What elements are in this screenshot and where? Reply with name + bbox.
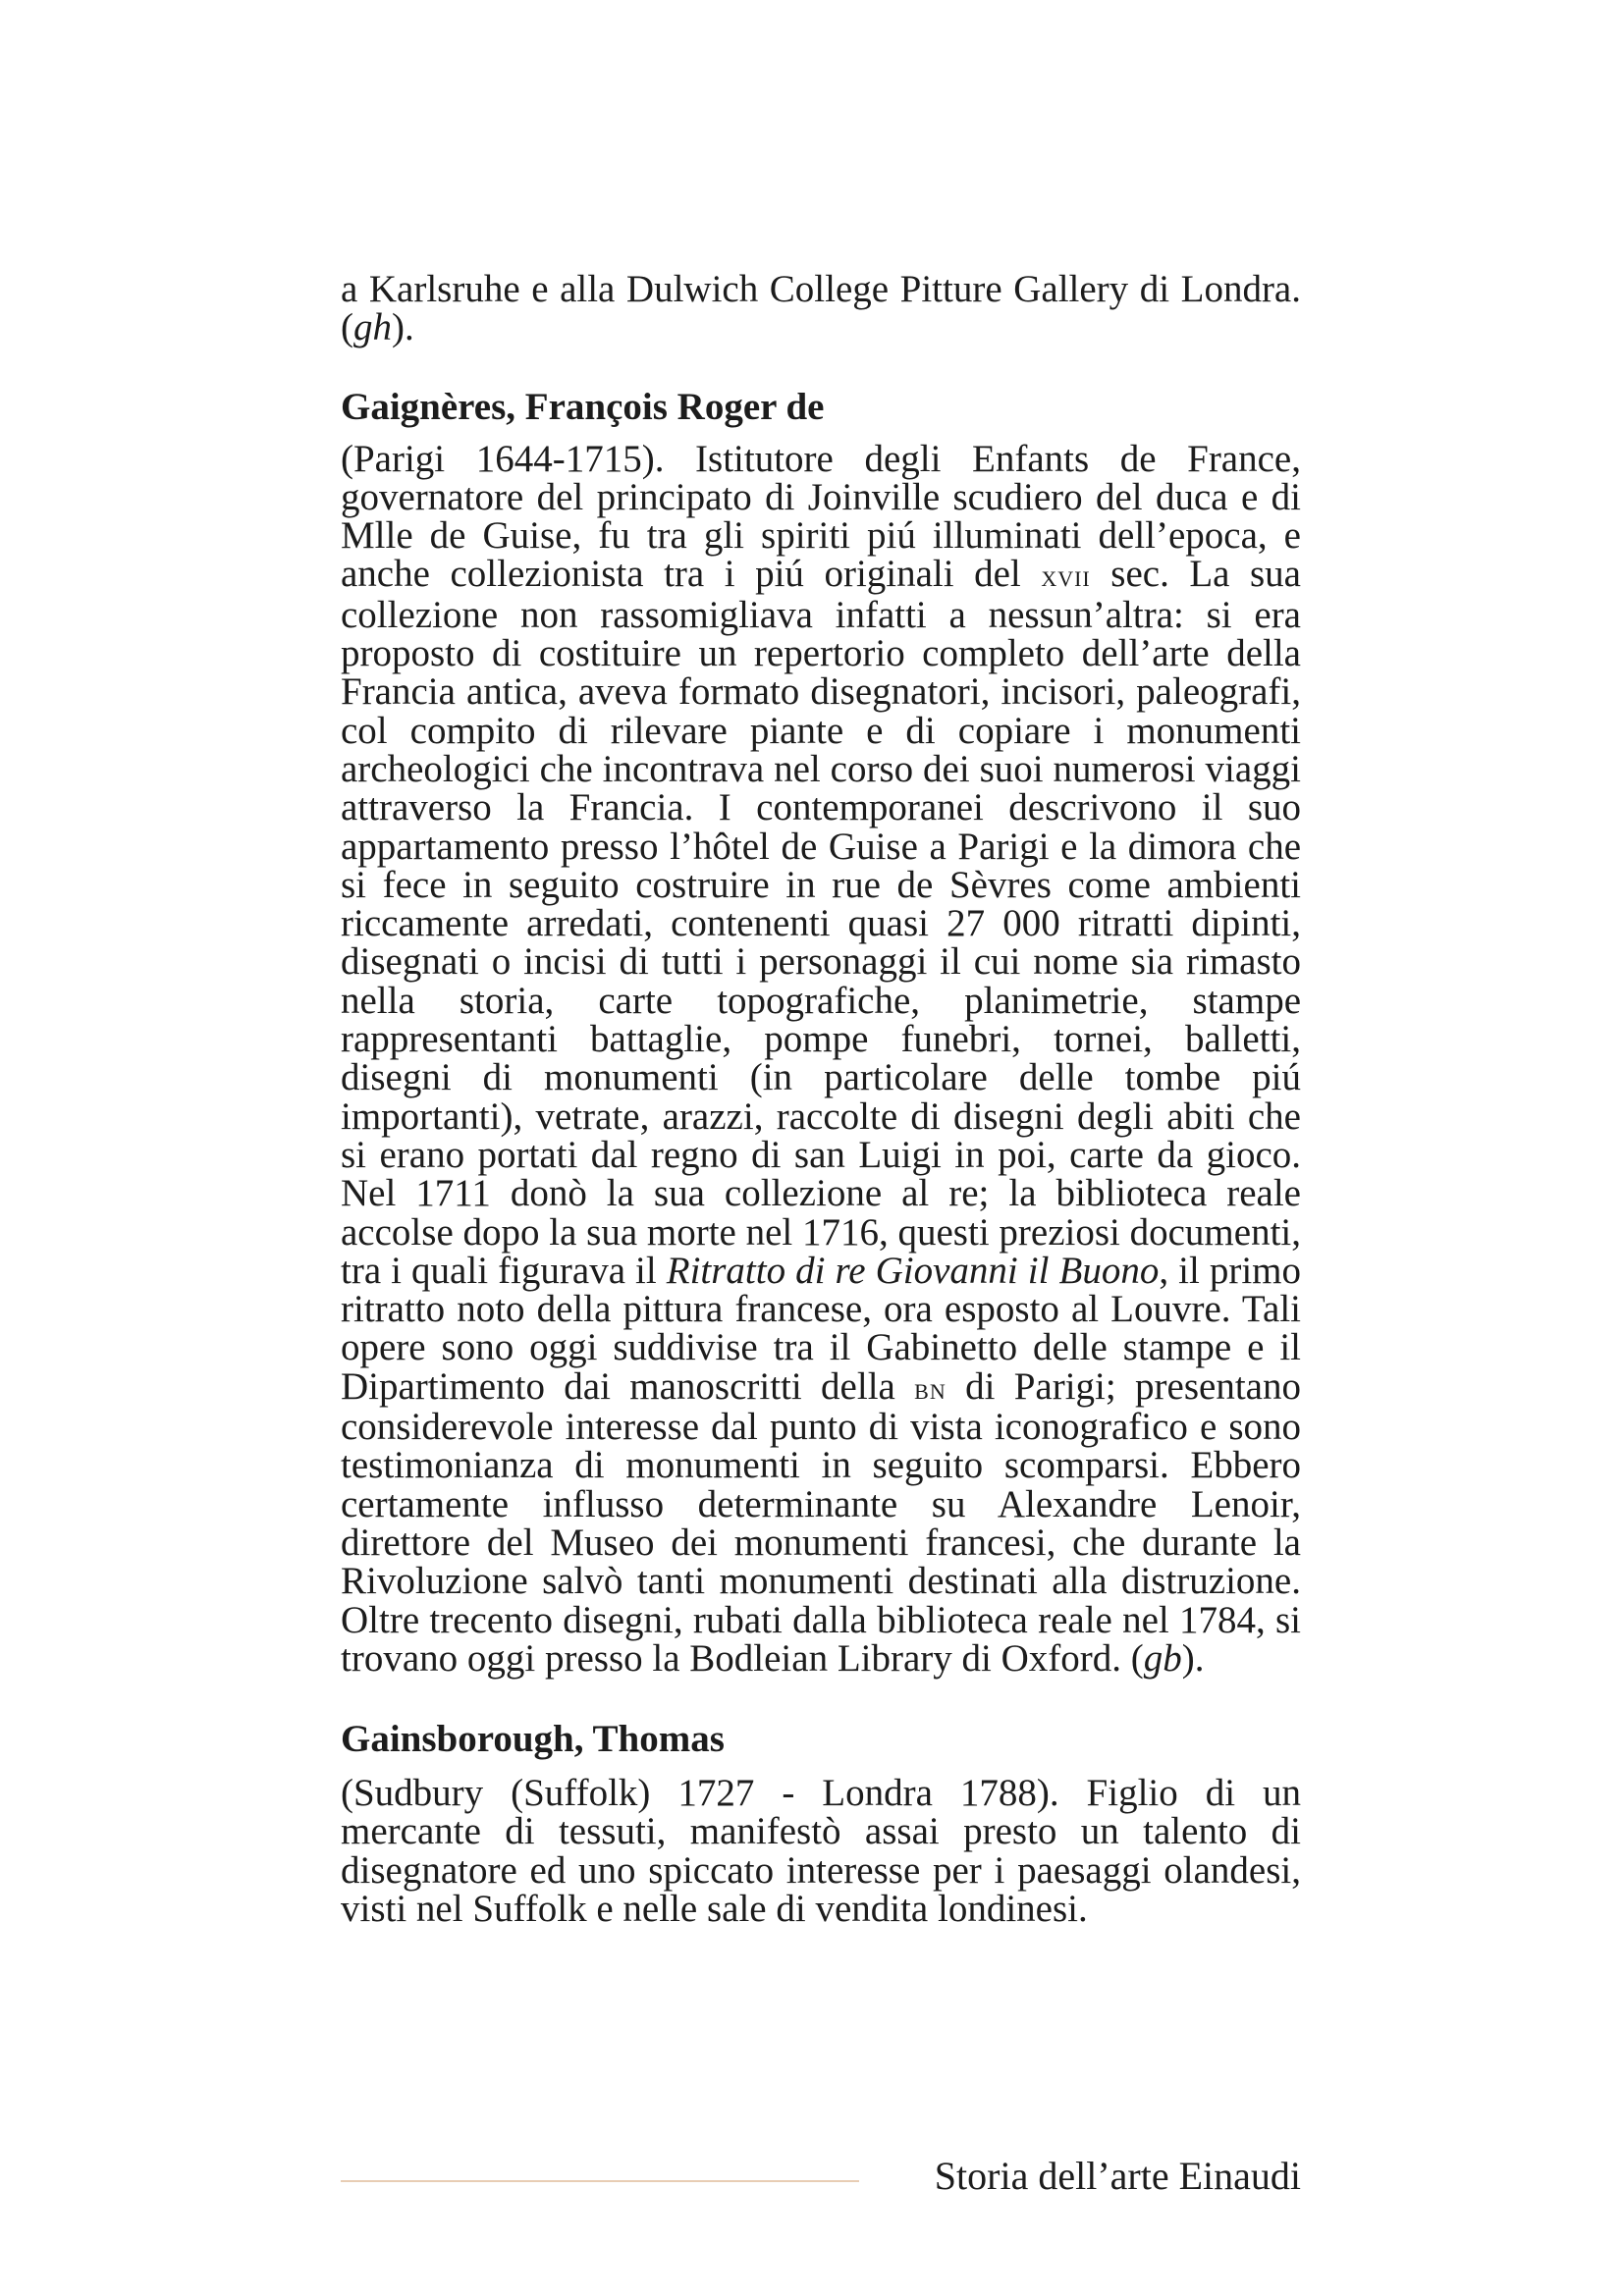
footer-title: Storia dell’arte Einaudi [934, 2154, 1301, 2198]
page-content [341, 270, 1301, 1928]
author-initials: gb [1143, 1636, 1182, 1680]
entry-text: , il primo ritratto noto della pittura francese, ora esposto al Louvre. Tali opere sono oggi suddivise tra il Gabinetto delle stampe e il Dipartimento dai manoscritti della [341, 1249, 1301, 1408]
entry-text: sec. La sua collezione non rassomigliava infatti a nessun’altra: si era proposto di costituire un repertorio completo dell’arte della Francia antica, aveva formato disegnatori, incisori, paleografi, col compito di rilevare piante e di copiare i monumenti archeologici che incontrava nel corso dei suoi numerosi viaggi attraverso la Francia. I contemporanei descrivono il suo appartamento presso l’hôtel de Guise a Parigi e la dimora che si fece in seguito costruire in rue de Sèvres come ambienti riccamente arredati, contenenti quasi 27 000 ritratti dipinti, disegnati o incisi di tutti i personaggi il cui nome sia rimasto nella storia, carte topografiche, planimetrie, stampe rappresentanti battaglie, pompe funebri, tornei, balletti, disegni di monumenti (in particolare delle tombe piú importanti), vetrate, arazzi, raccolte di disegni degli abiti che si erano portati dal regno di san Luigi in poi, carte da gioco. Nel 1711 donò la sua collezione al re; la biblioteca reale accolse dopo la sua morte nel 1716, questi preziosi documenti, tra i quali figurava il [341, 553, 1301, 1292]
entry-text: (Sudbury (Suffolk) 1727 - Londra 1788). Figlio di un mercante di tessuti, manifestò assai presto un talento di disegnatore ed uno spiccato interesse per i paesaggi olandesi, visti nel Suffolk e nelle sale di vendita londinesi. [341, 1772, 1301, 1930]
page-footer [341, 2152, 1301, 2203]
intro-paragraph: a Karlsruhe e alla Dulwich College Pitture Gallery di Londra. (gh). [341, 268, 1301, 349]
author-initials: gh [353, 306, 392, 349]
entry-body-gainsborough [341, 1774, 1301, 1928]
entry-text: di Parigi; presentano considerevole interesse dal punto di vista iconografico e sono testimonianza di monumenti in seguito scomparsi. Ebbero certamente influsso determinante su Alexandre Lenoir, direttore del Museo dei monumenti francesi, che durante la Rivoluzione salvò tanti monumenti destinati alla distruzione. Oltre trecento disegni, rubati dalla biblioteca reale nel 1784, si trovano oggi presso la Bodleian Library di Oxford. [341, 1364, 1301, 1680]
entry-heading-gainsborough: Gainsborough, Thomas [341, 1718, 725, 1761]
century-numeral: xvii [1041, 559, 1091, 594]
artwork-title: Ritratto di re Giovanni il Buono [666, 1249, 1160, 1292]
library-abbreviation: bn [914, 1370, 947, 1406]
entry-body-gaigneres: (Parigi 1644-1715). Istitutore degli Enfants de France, governatore del principato di Joinville scudiero del duca e di Mlle de Guise, fu tra gli spiriti piú illuminati dell’epoca, e anche collezionista tra i piú originali del xvii sec. La sua collezione non rassomigliava infatti a nessun’altra: si era proposto di costituire un repertorio completo dell’arte della Francia antica, aveva formato disegnatori, incisori, paleografi, col compito di rilevare piante e di copiare i monumenti archeologici che incontrava nel corso dei suoi numerosi viaggi attraverso la Francia. I contemporanei descrivono il suo appartamento presso l’hôtel de Guise a Parigi e la dimora che si fece in seguito costruire in rue de Sèvres come ambienti riccamente arredati, contenenti quasi 27 000 ritratti dipinti, disegnati o incisi di tutti i personaggi il cui nome sia rimasto nella storia, carte topografiche, planimetrie, stampe rappresentanti battaglie, pompe funebri, tornei, balletti, disegni di monumenti (in particolare delle tombe piú importanti), vetrate, arazzi, raccolte di disegni degli abiti che si erano portati dal regno di san Luigi in poi, carte da gioco. Nel 1711 donò la sua collezione al re; la biblioteca reale accolse dopo la sua morte nel 1716, questi preziosi documenti, tra i quali figurava il Ritratto di re Giovanni il Buono, il primo ritratto noto della pittura francese, ora esposto al Louvre. Tali opere sono oggi suddivise tra il Gabinetto delle stampe e il Dipartimento dai manoscritti della bn di Parigi; presentano considerevole interesse dal punto di vista iconografico e sono testimonianza di monumenti in seguito scomparsi. Ebbero certamente influsso determinante su Alexandre Lenoir, direttore del Museo dei monumenti francesi, che durante la Rivoluzione salvò tanti monumenti destinati alla distruzione. Oltre trecento disegni, rubati dalla biblioteca reale nel 1784, si trovano oggi presso la Bodleian Library di Oxford. (gb). [341, 437, 1301, 1680]
intro-text: a Karlsruhe e alla Dulwich College Pitture Gallery di Londra. [341, 268, 1301, 310]
entry-text: (Parigi 1644-1715). Istitutore degli Enfants de France, governatore del principato di Joinville scudiero del duca e di Mlle de Guise, fu tra gli spiriti piú illuminati dell’epoca, e anche collezionista tra i piú originali del [341, 437, 1301, 596]
footer-divider [341, 2180, 859, 2182]
entry-heading-gaigneres: Gaignères, François Roger de [341, 385, 825, 428]
